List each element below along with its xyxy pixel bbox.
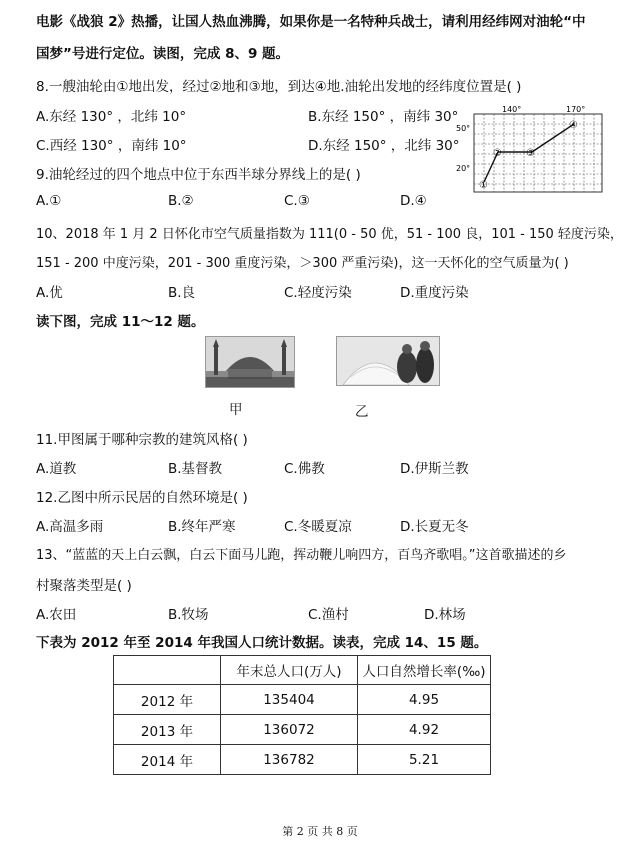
q9-option-c[interactable]: C.③ bbox=[284, 193, 310, 209]
intro-8-9-line2: 国梦”号进行定位。读图，完成 8、9 题。 bbox=[36, 46, 290, 62]
intro-14-15: 下表为 2012 年至 2014 年我国人口统计数据。读表，完成 14、15 题。 bbox=[36, 635, 488, 651]
photo-yi-caption: 乙 bbox=[355, 404, 369, 420]
table-cell-population: 136072 bbox=[221, 715, 358, 745]
igloo-photo bbox=[336, 336, 440, 386]
q12-option-d[interactable]: D.长夏无冬 bbox=[400, 519, 469, 535]
q10-option-d[interactable]: D.重度污染 bbox=[400, 285, 469, 301]
grid-left-label-50: 50° bbox=[456, 124, 471, 133]
q13-option-d[interactable]: D.林场 bbox=[424, 607, 466, 623]
table-cell-population: 136782 bbox=[221, 745, 358, 775]
q9-option-b[interactable]: B.② bbox=[168, 193, 194, 209]
grid-top-label-140: 140° bbox=[502, 105, 522, 114]
table-header-cell: 人口自然增长率(‰) bbox=[358, 656, 491, 685]
q13-line1: 13、“蓝蓝的天上白云飘，白云下面马儿跑，挥动鞭儿响四方，百鸟齐歌唱。”这首歌描述的乡 bbox=[36, 548, 567, 563]
q8-option-c[interactable]: C.西经 130° ，南纬 10° bbox=[36, 138, 187, 154]
page-footer: 第 2 页 共 8 页 bbox=[282, 825, 358, 838]
grid-point-2: ② bbox=[493, 148, 502, 159]
q8-stem: 8.一艘油轮由①地出发，经过②地和③地，到达④地.油轮出发地的经纬度位置是( ) bbox=[36, 79, 522, 95]
table-header-cell: 年末总人口(万人) bbox=[221, 656, 358, 685]
q10-line1: 10、2018 年 1 月 2 日怀化市空气质量指数为 111(0 - 50 优，51 - 100 良，101 - 150 轻度污染， bbox=[36, 227, 623, 242]
photo-jia-caption: 甲 bbox=[229, 402, 243, 418]
table-cell-growth-rate: 4.92 bbox=[358, 715, 491, 745]
q12-option-b[interactable]: B.终年严寒 bbox=[168, 519, 236, 535]
q8-option-a[interactable]: A.东经 130° ，北纬 10° bbox=[36, 109, 187, 125]
q11-option-a[interactable]: A.道教 bbox=[36, 461, 77, 477]
q10-option-c[interactable]: C.轻度污染 bbox=[284, 285, 352, 301]
q13-option-b[interactable]: B.牧场 bbox=[168, 607, 209, 623]
mosque-photo bbox=[205, 336, 295, 388]
table-row bbox=[114, 685, 491, 715]
q9-option-d[interactable]: D.④ bbox=[400, 193, 427, 209]
q13-option-a[interactable]: A.农田 bbox=[36, 607, 77, 623]
table-header-cell bbox=[114, 656, 221, 685]
q8-option-d[interactable]: D.东经 150° ，北纬 30° bbox=[308, 138, 460, 154]
grid-top-label-170: 170° bbox=[566, 105, 586, 114]
lat-long-grid-figure bbox=[452, 104, 612, 196]
q10-option-a[interactable]: A.优 bbox=[36, 285, 63, 301]
table-cell-year: 2014 年 bbox=[114, 745, 221, 775]
table-header-row bbox=[114, 656, 491, 685]
q11-option-b[interactable]: B.基督教 bbox=[168, 461, 223, 477]
q13-line2: 村聚落类型是( ) bbox=[36, 578, 132, 594]
q11-option-c[interactable]: C.佛教 bbox=[284, 461, 325, 477]
intro-8-9-line1: 电影《战狼 2》热播，让国人热血沸腾，如果你是一名特种兵战士，请利用经纬网对油轮“中 bbox=[36, 14, 586, 30]
q9-stem: 9.油轮经过的四个地点中位于东西半球分界线上的是( ) bbox=[36, 167, 361, 183]
table-cell-year: 2013 年 bbox=[114, 715, 221, 745]
q10-option-b[interactable]: B.良 bbox=[168, 285, 196, 301]
q12-stem: 12.乙图中所示民居的自然环境是( ) bbox=[36, 490, 248, 506]
table-cell-growth-rate: 4.95 bbox=[358, 685, 491, 715]
intro-11-12: 读下图，完成 11～12 题。 bbox=[36, 314, 205, 330]
table-row bbox=[114, 715, 491, 745]
population-table bbox=[113, 655, 491, 775]
q12-option-a[interactable]: A.高温多雨 bbox=[36, 519, 104, 535]
q10-line2: 151 - 200 中度污染，201 - 300 重度污染，＞300 严重污染)，这一天怀化的空气质量为( ) bbox=[36, 256, 569, 271]
q8-option-b[interactable]: B.东经 150° ，南纬 30° bbox=[308, 109, 459, 125]
q11-option-d[interactable]: D.伊斯兰教 bbox=[400, 461, 469, 477]
q13-option-c[interactable]: C.渔村 bbox=[308, 607, 349, 623]
grid-point-4: ④ bbox=[569, 120, 578, 131]
grid-point-3: ③ bbox=[526, 148, 535, 159]
q11-stem: 11.甲图属于哪种宗教的建筑风格( ) bbox=[36, 432, 248, 448]
table-cell-growth-rate: 5.21 bbox=[358, 745, 491, 775]
table-row bbox=[114, 745, 491, 775]
q9-option-a[interactable]: A.① bbox=[36, 193, 62, 209]
q12-option-c[interactable]: C.冬暖夏凉 bbox=[284, 519, 352, 535]
grid-point-1: ① bbox=[479, 180, 488, 191]
table-cell-year: 2012 年 bbox=[114, 685, 221, 715]
table-cell-population: 135404 bbox=[221, 685, 358, 715]
grid-left-label-20: 20° bbox=[456, 164, 471, 173]
